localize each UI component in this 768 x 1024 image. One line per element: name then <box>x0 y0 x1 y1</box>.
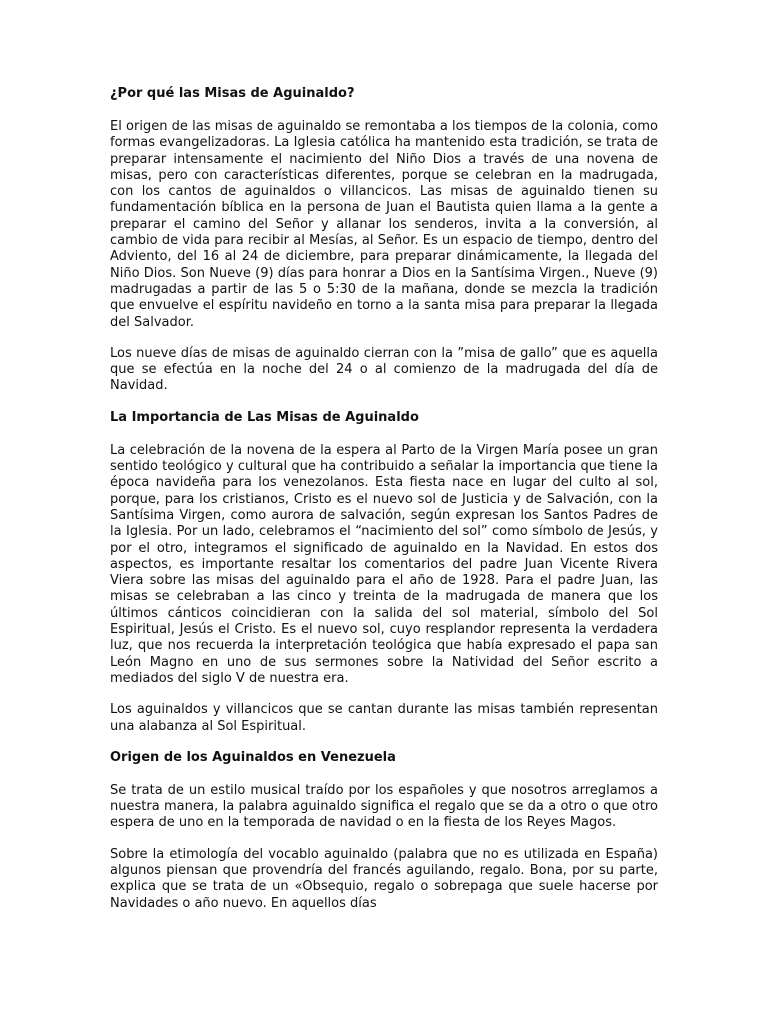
section-heading-misas-aguinaldo: ¿Por qué las Misas de Aguinaldo? <box>110 86 355 101</box>
paragraph-etimologia: Sobre la etimología del vocablo aguinaldo (palabra que no es utilizada en España) algunos piensan que provendría del francés aguilando, regalo. Bona, por su parte, explica que se trata de un «Obsequio, regalo o sobrepaga que suele hacerse por Navidades o año nuevo. En aquellos días <box>110 846 658 911</box>
section-heading-importancia: La Importancia de Las Misas de Aguinaldo <box>110 409 419 425</box>
paragraph-aguinaldos-villancicos: Los aguinaldos y villancicos que se cantan durante las misas también representan una alabanza al Sol Espiritual. <box>110 702 658 734</box>
paragraph-origen-misas: El origen de las misas de aguinaldo se remontaba a los tiempos de la colonia, como formas evangelizadoras. La Iglesia católica ha mantenido esta tradición, se trata de preparar intensamente el nacimiento del Niño Dios a través de una novena de misas, pero con características diferentes, porque se celebran en la madrugada, con los cantos de aguinaldos o villancicos. Las misas de aguinaldo tienen su fundamentación bíblica en la persona de Juan el Bautista quien llama a la gente a preparar el camino del Señor y allanar los senderos, invita a la conversión, al cambio de vida para recibir al Mesías, al Señor. Es un espacio de tiempo, dentro del Adviento, del 16 al 24 de diciembre, para preparar dinámicamente, la llegada del Niño Dios. Son Nueve (9) días para honrar a Dios en la Santísima Virgen., Nueve (9) madrugadas a partir de las 5 o 5:30 de la mañana, donde se mezcla la tradición que envuelve el espíritu navideño en torno a la santa misa para preparar la llegada del Salvador. <box>110 119 658 330</box>
paragraph-misa-de-gallo: Los nueve días de misas de aguinaldo cierran con la ”misa de gallo” que es aquella que se efectúa en la noche del 24 o al comienzo de la madrugada del día de Navidad. <box>110 345 658 394</box>
paragraph-celebracion-novena: La celebración de la novena de la espera al Parto de la Virgen María posee un gran sentido teológico y cultural que ha contribuido a señalar la importancia que tiene la época navideña para los venezolanos. Esta fiesta nace en lugar del culto al sol, porque, para los cristianos, Cristo es el nuevo sol de Justicia y de Salvación, con la Santísima Virgen, como aurora de salvación, según expresan los Santos Padres de la Iglesia. Por un lado, celebramos el “nacimiento del sol” como símbolo de Jesús, y por el otro, integramos el significado de aguinaldo en la Navidad. En estos dos aspectos, es importante resaltar los comentarios del padre Juan Vicente Rivera Viera sobre las misas del aguinaldo para el año de 1928. Para el padre Juan, las misas se celebraban a las cinco y treinta de la madrugada de manera que los últimos cánticos coincidieran con la salida del sol material, símbolo del Sol Espiritual, Jesús el Cristo. Es el nuevo sol, cuyo resplandor representa la verdadera luz, que nos recuerda la interpretación teológica que había expresado el papa san León Magno en uno de sus sermones sobre la Natividad del Señor escrito a mediados del siglo V de nuestra era. <box>110 442 658 686</box>
section-heading-origen-venezuela: Origen de los Aguinaldos en Venezuela <box>110 749 396 765</box>
paragraph-estilo-musical: Se trata de un estilo musical traído por los españoles y que nosotros arreglamos a nuestra manera, la palabra aguinaldo significa el regalo que se da a otro o que otro espera de uno en la temporada de navidad o en la fiesta de los Reyes Magos. <box>110 782 658 831</box>
